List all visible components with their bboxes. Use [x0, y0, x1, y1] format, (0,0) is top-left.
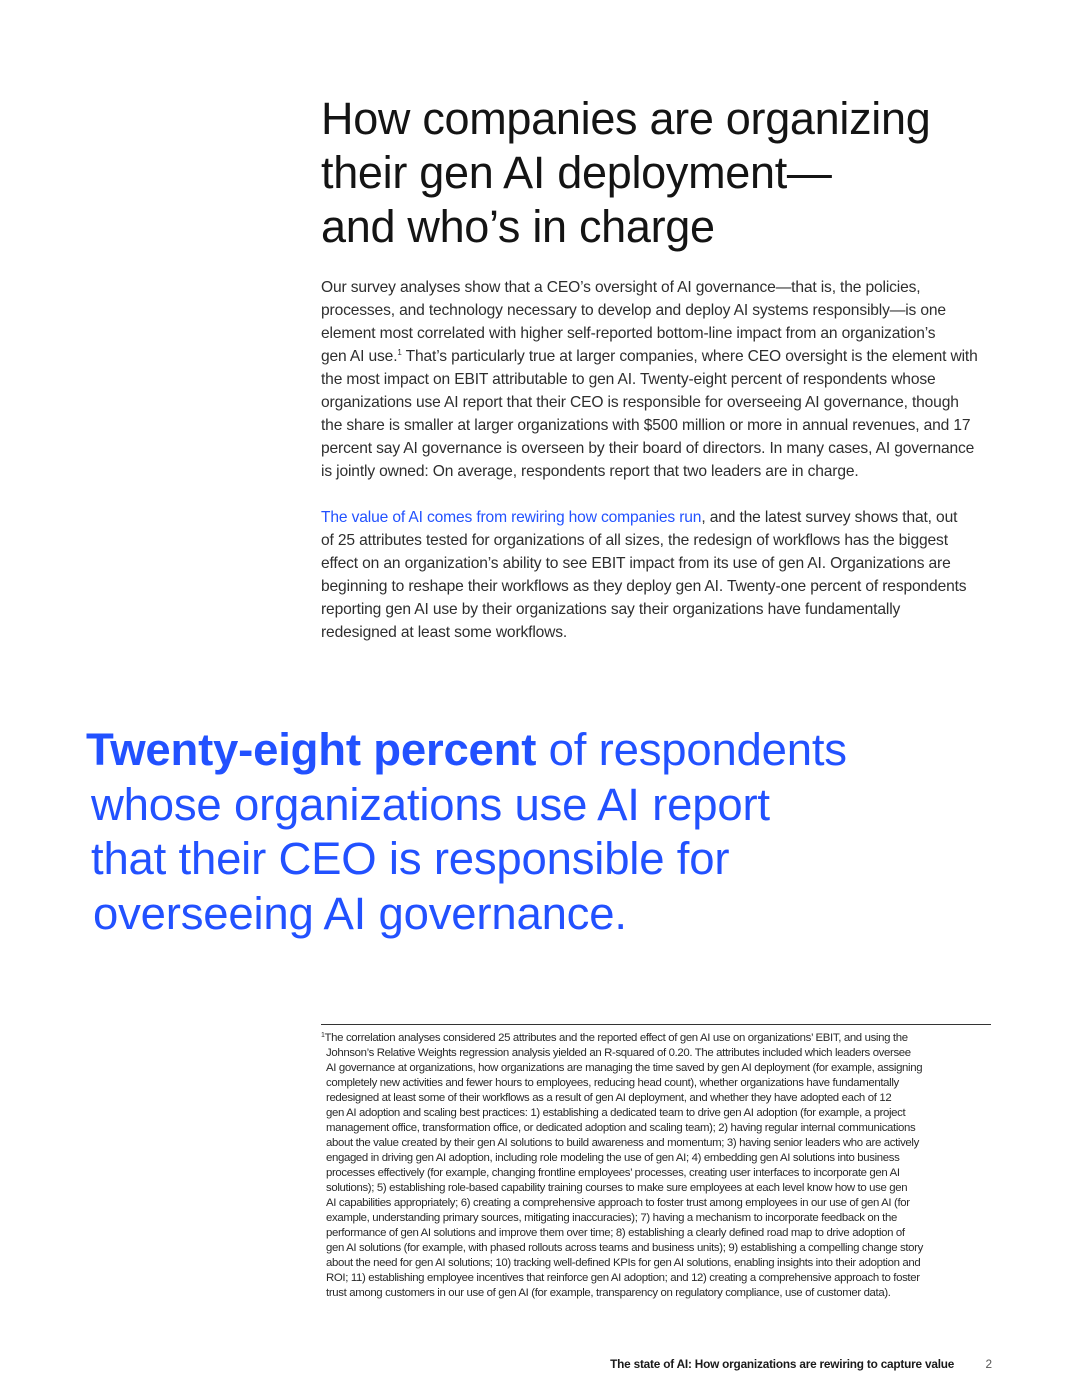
footnote-reference[interactable]: 1 [397, 348, 402, 357]
paragraph-line: beginning to reshape their workflows as they deploy gen AI. Twenty-one percent of respondents [321, 578, 967, 595]
footnote-line: example, understanding primary sources, mitigating inaccuracies); 7) having a mechanism to incorporate feedback on the [326, 1212, 897, 1224]
rewiring-article-link[interactable]: The value of AI comes from rewiring how companies run [321, 509, 702, 526]
footnote-line: AI governance at organizations, how organizations are managing the time saved by gen AI deployment (for example, assigning [326, 1062, 923, 1074]
footnote-line: completely new activities and fewer hours to employees, reducing head count), whether organizations have fundamentally [326, 1077, 899, 1089]
footnote-line: performance of gen AI solutions and improve them over time; 8) establishing a clearly defined road map to drive adoption of [326, 1227, 905, 1239]
footnote-line: gen AI adoption and scaling best practices: 1) establishing a dedicated team to drive gen AI adoption (for example, a project [326, 1107, 906, 1119]
footnote-line: management office, transformation office, or dedicated adoption and scaling team); 2) having regular internal communications [326, 1122, 916, 1134]
pull-quote [86, 723, 986, 941]
paragraph-line: reporting gen AI use by their organizations say their organizations have fundamentally [321, 601, 901, 618]
pull-quote-text: of respondents [536, 724, 847, 775]
paragraph-text: gen AI use. [321, 348, 398, 365]
paragraph-line: the most impact on EBIT attributable to gen AI. Twenty-eight percent of respondents whose [321, 371, 936, 388]
footnote-divider [321, 1024, 991, 1025]
page-footer [500, 1357, 992, 1371]
footnote-number: 1 [321, 1032, 325, 1039]
footnote-line: Johnson’s Relative Weights regression analysis yielded an R-squared of 0.20. The attributes included which leaders oversee [326, 1047, 911, 1059]
pull-quote-emphasis: Twenty-eight percent [86, 724, 537, 775]
footnote-text: The correlation analyses considered 25 attributes and the reported effect of gen AI use on organizations’ EBIT, and using the [324, 1032, 908, 1044]
footnote [321, 1031, 1001, 1301]
pull-quote-line: whose organizations use AI report [91, 778, 770, 830]
title-line: and who’s in charge [321, 201, 715, 252]
body-paragraph-governance [321, 276, 1001, 483]
paragraph-line: percent say AI governance is overseen by their board of directors. In many cases, AI governance [321, 440, 975, 457]
paragraph-line: organizations use AI report that their CEO is responsible for overseeing AI governance, though [321, 394, 959, 411]
footnote-line: trust among customers in our use of gen AI (for example, transparency on regulatory compliance, use of customer data). [326, 1287, 891, 1299]
footnote-line: AI capabilities appropriately; 6) creating a comprehensive approach to foster trust among employees in our use of gen AI (for [326, 1197, 910, 1209]
paragraph-line: of 25 attributes tested for organizations of all sizes, the redesign of workflows has the biggest [321, 532, 948, 549]
pull-quote-line [86, 723, 986, 778]
footnote-line: solutions); 5) establishing role-based capability training courses to make sure employees at each level know how to use gen [326, 1182, 908, 1194]
title-line: their gen AI deployment— [321, 147, 832, 198]
paragraph-text: , and the latest survey shows that, out [701, 509, 958, 526]
title-line: How companies are organizing [321, 93, 931, 144]
paragraph-line: redesigned at least some workflows. [321, 624, 568, 641]
paragraph-text: That’s particularly true at larger companies, where CEO oversight is the element with [405, 348, 978, 365]
body-paragraph-workflows [321, 506, 1001, 644]
pull-quote-line: overseeing AI governance. [93, 887, 627, 939]
pull-quote-line: that their CEO is responsible for [91, 833, 730, 884]
paragraph-line: the share is smaller at larger organizations with $500 million or more in annual revenues, and 17 [321, 417, 971, 434]
footnote-line: redesigned at least some of their workflows as a result of gen AI deployment, and whether they have adopted each of 12 [326, 1092, 892, 1104]
page-title [321, 92, 1021, 254]
footnote-line: gen AI solutions (for example, with phased rollouts across teams and business units); 9) establishing a compelling change story [326, 1242, 923, 1254]
footnote-line: processes effectively (for example, changing frontline employees’ processes, creating user interfaces to incorporate gen AI [326, 1167, 900, 1179]
paragraph-line: Our survey analyses show that a CEO’s oversight of AI governance—that is, the policies, [321, 279, 921, 296]
footnote-line: ROI; 11) establishing employee incentives that reinforce gen AI adoption; and 12) creating a comprehensive approach to foster [326, 1272, 920, 1284]
footnote-line: engaged in driving gen AI adoption, including role modeling the use of gen AI; 4) embedding gen AI solutions into business [326, 1152, 900, 1164]
paragraph-line [321, 506, 1001, 529]
paragraph-line: element most correlated with higher self-reported bottom-line impact from an organization’s [321, 325, 936, 342]
page-number: 2 [985, 1357, 992, 1371]
paragraph-line: is jointly owned: On average, respondents report that two leaders are in charge. [321, 463, 859, 480]
paragraph-line: effect on an organization’s ability to see EBIT impact from its use of gen AI. Organizations are [321, 555, 951, 572]
paragraph-line [321, 345, 1001, 368]
footer-report-title: The state of AI: How organizations are rewiring to capture value [610, 1357, 955, 1371]
paragraph-line: processes, and technology necessary to develop and deploy AI systems responsibly—is one [321, 302, 946, 319]
footnote-line: about the value created by their gen AI solutions to build awareness and momentum; 3) having senior leaders who are actively [326, 1137, 919, 1149]
footnote-line: about the need for gen AI solutions; 10) tracking well-defined KPIs for gen AI solutions, enabling insights into their adoption and [326, 1257, 921, 1269]
footnote-line [321, 1031, 1001, 1046]
